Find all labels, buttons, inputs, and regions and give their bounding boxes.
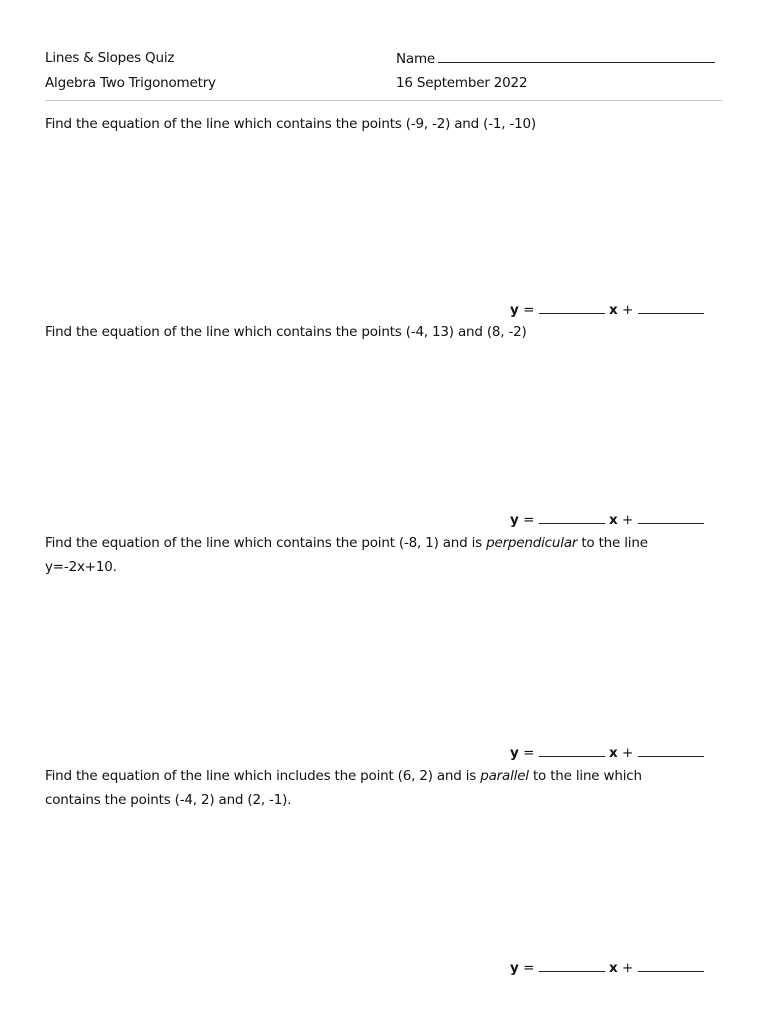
answer-line-4	[510, 960, 704, 976]
answer-y-label: y	[510, 302, 519, 318]
answer-plus: +	[617, 302, 638, 318]
answer-line-3	[510, 745, 704, 761]
answer-line-1	[510, 302, 704, 318]
answer-plus: +	[617, 512, 638, 528]
question-1	[45, 112, 695, 136]
answer-x-label: x	[609, 960, 618, 976]
answer-equals: =	[518, 745, 539, 761]
header-divider	[45, 100, 722, 101]
answer-equals: =	[518, 302, 539, 318]
question-4-text-after: to the line which contains the points (-4, 2) and (2, -1).	[45, 768, 642, 808]
question-4-text-before: Find the equation of the line which includes the point (6, 2) and is	[45, 768, 481, 784]
answer-x-label: x	[609, 745, 618, 761]
answer-equals: =	[518, 512, 539, 528]
question-4-emphasis: parallel	[480, 768, 529, 784]
question-3	[45, 531, 685, 579]
answer-y-label: y	[510, 745, 519, 761]
intercept-blank	[638, 302, 704, 314]
intercept-blank	[638, 960, 704, 972]
question-4	[45, 764, 685, 812]
answer-x-label: x	[609, 302, 618, 318]
answer-equals: =	[518, 960, 539, 976]
question-3-text-before: Find the equation of the line which contains the point (-8, 1) and is	[45, 535, 487, 551]
name-field	[396, 50, 715, 67]
question-1-text: Find the equation of the line which contains the points (-9, -2) and (-1, -10)	[45, 116, 536, 132]
answer-y-label: y	[510, 512, 519, 528]
answer-x-label: x	[609, 512, 618, 528]
slope-blank	[539, 960, 605, 972]
slope-blank	[539, 302, 605, 314]
question-2-text: Find the equation of the line which contains the points (-4, 13) and (8, -2)	[45, 324, 527, 340]
name-blank	[438, 50, 715, 63]
answer-plus: +	[617, 960, 638, 976]
question-3-text-after: to the line y=-2x+10.	[45, 535, 648, 575]
quiz-date: 16 September 2022	[396, 75, 528, 91]
answer-y-label: y	[510, 960, 519, 976]
course-name: Algebra Two Trigonometry	[45, 75, 216, 91]
question-3-emphasis: perpendicular	[486, 535, 578, 551]
answer-line-2	[510, 512, 704, 528]
intercept-blank	[638, 745, 704, 757]
name-label: Name	[396, 51, 436, 67]
quiz-title: Lines & Slopes Quiz	[45, 50, 175, 66]
slope-blank	[539, 512, 605, 524]
question-2	[45, 320, 695, 344]
answer-plus: +	[617, 745, 638, 761]
slope-blank	[539, 745, 605, 757]
intercept-blank	[638, 512, 704, 524]
